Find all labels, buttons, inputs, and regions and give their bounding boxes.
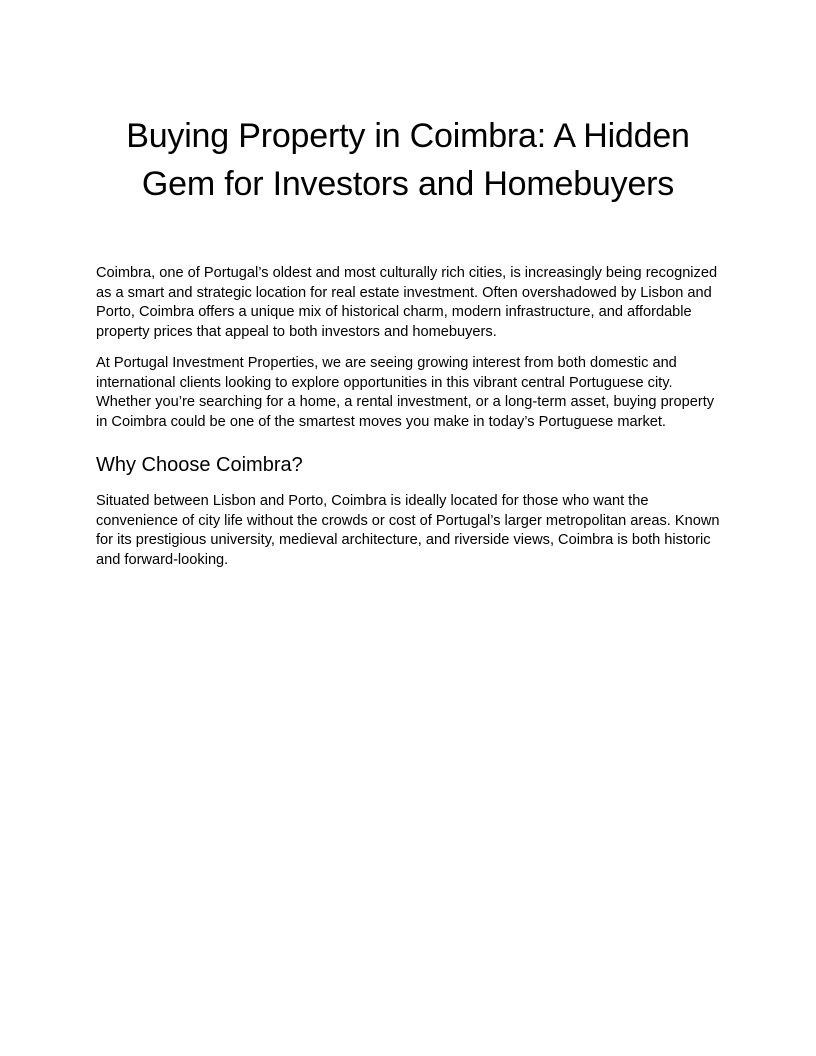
intro-paragraph: Coimbra, one of Portugal’s oldest and most culturally rich cities, is increasingly being recognized as a smart and strategic location for real estate investment. Often overshadowed by Lisbon and Porto, Coimbra offers a unique mix of historical charm, modern infrastructure, and affordable property prices that appeal to both investors and homebuyers. bbox=[96, 265, 718, 340]
title-line-1: Buying Property in Coimbra: A Hidden bbox=[126, 117, 690, 155]
section-heading: Why Choose Coimbra? bbox=[96, 454, 303, 476]
document-title bbox=[96, 112, 720, 208]
section-paragraph: Situated between Lisbon and Porto, Coimbra is ideally located for those who want the convenience of city life without the crowds or cost of Portugal’s larger metropolitan areas. Known for its prestigious university, medieval architecture, and riverside views, Coimbra is both historic and forward-looking. bbox=[96, 493, 720, 568]
document-body bbox=[96, 264, 724, 582]
interest-paragraph: At Portugal Investment Properties, we are seeing growing interest from both domestic and international clients looking to explore opportunities in this vibrant central Portuguese city. Whether you’re searching for a home, a rental investment, or a long-term asset, buying property in Coimbra could be one of the smartest moves you make in today’s Portuguese market. bbox=[96, 355, 715, 430]
title-line-2: Gem for Investors and Homebuyers bbox=[141, 165, 675, 203]
